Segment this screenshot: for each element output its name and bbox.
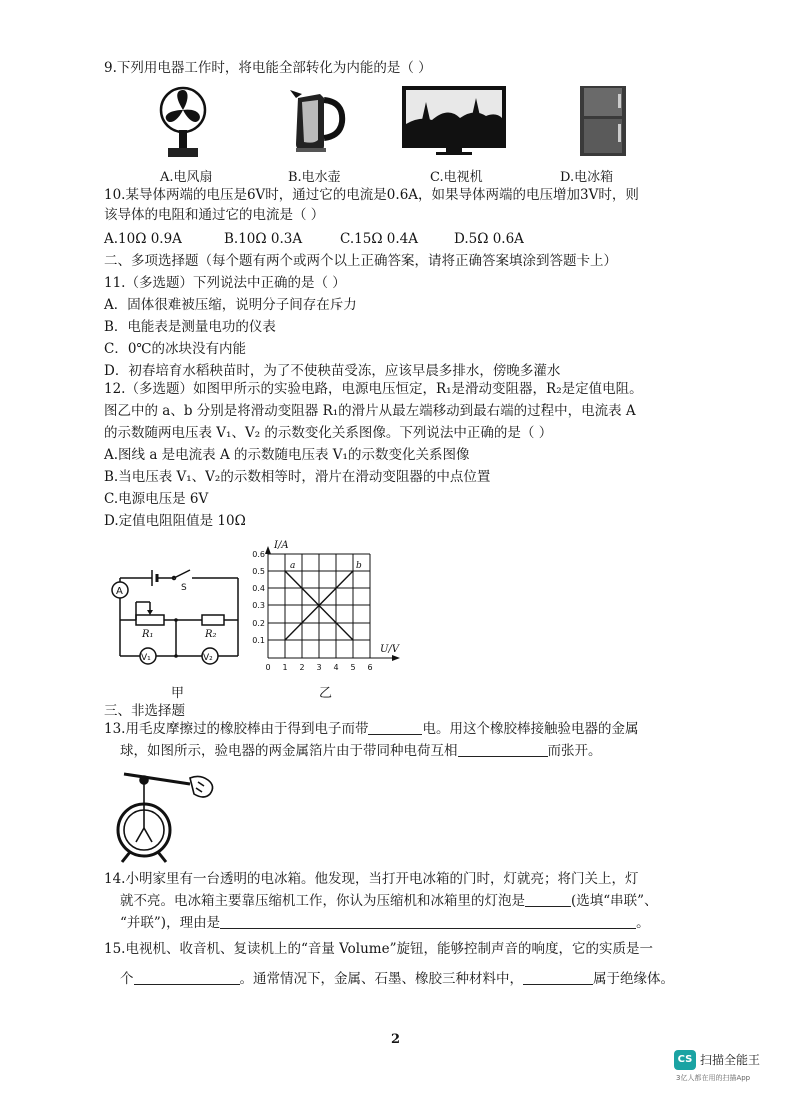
graph-xlabel: U/V [380,644,400,655]
q9-option-a: A.电风扇 [160,170,213,185]
q10-line1: 10.某导体两端的电压是6V时，通过它的电流是0.6A，如果导体两端的电压增加3V时，则 [104,187,639,203]
r2-label: R₂ [205,629,217,640]
q9-stem: 9.下列用电器工作时，将电能全部转化为内能的是（ ） [104,60,432,76]
q13-line1 [104,720,638,738]
q14-line3-part1: “并联”)，理由是 [120,915,221,931]
section2-heading: 二、多项选择题（每个题有两个或两个以上正确答案，请将正确答案填涂到答题卡上） [104,253,617,269]
q10-option-b: B.10Ω 0.3A [224,231,303,247]
q10-line2: 该导体的电阻和通过它的电流是（ ） [104,207,325,223]
graph-xtick: 5 [350,663,356,672]
q14-line3-part2: 。 [636,915,650,931]
q11-option-d: D．初春培育水稻秧苗时，为了不使秧苗受冻，应该早晨多排水，傍晚多灌水 [104,363,561,379]
page-number: 2 [391,1032,401,1047]
q11-option-b: B．电能表是测量电功的仪表 [104,319,276,335]
q13-line2-part1: 球，如图所示，验电器的两金属箔片由于带同种电荷互相 [120,743,458,759]
graph-ytick: 0.2 [252,619,265,628]
q11-stem: 11.（多选题）下列说法中正确的是（ ） [104,275,346,291]
q14-blank-2[interactable] [220,914,636,929]
q12-option-a: A.图线 a 是电流表 A 的示数随电压表 V₁的示数变化关系图像 [104,447,470,463]
q11-option-a: A．固体很难被压缩，说明分子间存在斥力 [104,297,357,313]
q12-line3: 的示数随两电压表 V₁、V₂ 的示数变化关系图像。下列说法中正确的是（ ） [104,425,553,441]
graph-ytick: 0.5 [252,567,265,576]
q12-option-b: B.当电压表 V₁、V₂的示数相等时，滑片在滑动变阻器的中点位置 [104,469,491,485]
q15-line1: 15.电视机、收音机、复读机上的“音量 Volume”旋钮，能够控制声音的响度，它的实质是一 [104,941,654,957]
voltmeter2-label: V₂ [203,653,213,663]
graph-xtick: 4 [333,663,339,672]
watermark-subtitle: 3亿人都在用的扫描App [676,1074,751,1082]
graph-xtick: 6 [367,663,373,672]
electroscope-image [112,764,222,868]
q14-line2-part1: 就不亮。电冰箱主要靠压缩机工作，你认为压缩机和冰箱里的灯泡是 [120,893,525,909]
q13-line1-part1: 13.用毛皮摩擦过的橡胶棒由于得到电子而带 [104,721,369,737]
graph-xtick: 2 [299,663,305,672]
refrigerator-image [578,84,628,158]
ammeter-label: A [116,586,123,597]
q14-line2-part2: (选填“串联”、 [571,893,658,909]
q13-line1-part2: 电。用这个橡胶棒接触验电器的金属 [422,721,639,737]
q15-blank-1[interactable] [134,970,240,985]
watermark-title: 扫描全能王 [700,1053,761,1067]
graph-ytick: 0.6 [252,550,265,559]
circuit-caption: 甲 [171,686,185,701]
q9-option-d: D.电冰箱 [560,170,614,185]
graph-line-a-label: a [290,561,296,571]
electric-fan-image [158,84,208,160]
q14-line1: 14.小明家里有一台透明的电冰箱。他发现，当打开电冰箱的门时，灯就亮；将门关上，灯 [104,871,639,887]
q9-option-b: B.电水壶 [288,170,341,185]
q13-line2-part2: 而张开。 [547,743,602,759]
circuit-diagram [106,566,244,686]
q12-option-c: C.电源电压是 6V [104,491,209,507]
graph-xtick: 1 [282,663,288,672]
q15-line2-part2: 。通常情况下，金属、石墨、橡胶三种材料中， [239,971,523,987]
television-image [402,86,506,156]
switch-label: S [181,583,187,593]
q9-option-c: C.电视机 [430,170,483,185]
graph-caption: 乙 [319,686,333,701]
r1-label: R₁ [142,629,154,640]
graph-line-b-label: b [356,561,362,571]
section3-heading: 三、非选择题 [104,703,185,719]
graph-ytick: 0.3 [252,601,265,610]
q10-option-c: C.15Ω 0.4A [340,231,419,247]
q14-line3 [120,914,650,932]
scanner-watermark [672,1048,782,1088]
q15-blank-2[interactable] [523,970,593,985]
q12-line2: 图乙中的 a、b 分别是将滑动变阻器 R₁的滑片从最左端移动到最右端的过程中，电流表 A [104,403,636,419]
q12-option-d: D.定值电阻阻值是 10Ω [104,513,246,529]
q10-option-a: A.10Ω 0.9A [104,231,182,247]
q10-option-d: D.5Ω 0.6A [454,231,524,247]
q13-blank-2[interactable] [458,742,548,757]
graph-xtick: 0 [265,663,271,672]
q11-option-c: C．0℃的冰块没有内能 [104,341,247,357]
q13-line2 [120,742,602,760]
q15-line2-part3: 属于绝缘体。 [593,971,674,987]
electric-kettle-image [290,84,348,154]
voltmeter1-label: V₁ [141,653,151,663]
q15-line2-part1: 个 [120,971,134,987]
camscanner-logo-icon: CS [674,1050,696,1070]
q15-line2 [120,970,674,988]
q13-blank-1[interactable] [368,720,422,735]
q14-line2 [120,892,658,910]
graph-ylabel: I/A [274,540,289,551]
graph-xtick: 3 [316,663,322,672]
iu-graph [246,536,416,686]
graph-ytick: 0.4 [252,584,265,593]
q14-blank-1[interactable] [525,892,571,907]
graph-ytick: 0.1 [252,636,265,645]
q12-line1: 12.（多选题）如图甲所示的实验电路，电源电压恒定，R₁是滑动变阻器，R₂是定值电阻。 [104,381,643,397]
